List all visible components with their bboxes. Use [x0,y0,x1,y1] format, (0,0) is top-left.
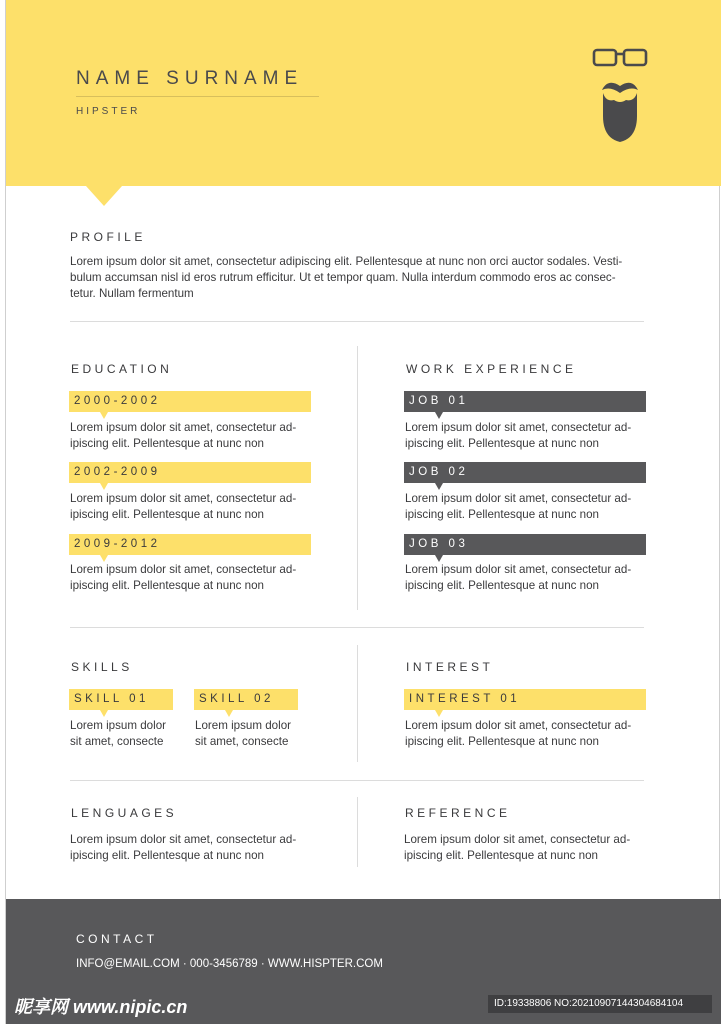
section-divider [70,627,644,628]
reference-text [404,832,630,864]
skill-tag: SKILL 02 [194,689,298,710]
section-divider [70,321,644,322]
work-heading: WORK EXPERIENCE [406,362,577,376]
skill-tag: SKILL 01 [69,689,173,710]
education-date-tag: 2009-2012 [69,534,311,555]
text-line: sit amet, consecte [70,735,164,748]
header-pointer [86,186,122,206]
text-line: ipiscing elit. Pellentesque at nunc non [404,849,599,862]
resume-page [5,0,720,1024]
profile-line: tetur. Nullam fermentum [70,287,194,300]
contact-info: INFO@EMAIL.COM · 000-3456789 · WWW.HISPTER.COM [76,958,383,970]
text-line: ipiscing elit. Pellentesque at nunc non [405,579,600,592]
column-divider [357,346,358,610]
skill-text [70,718,166,750]
text-line: ipiscing elit. Pellentesque at nunc non [70,579,265,592]
header-banner [6,0,721,186]
text-line: Lorem ipsum dolor sit amet, consectetur ad- [405,492,632,505]
profile-line: Lorem ipsum dolor sit amet, consectetur adipiscing elit. Pellentesque at nunc non orci auctor sodales. Vesti- [70,255,623,268]
job-tag: JOB 02 [404,462,646,483]
column-divider [357,797,358,867]
watermark-id: ID:19338806 NO:20210907144304684104 [488,995,712,1013]
languages-heading: LENGUAGES [71,806,178,820]
hipster-avatar-icon [592,46,648,146]
job-tag: JOB 01 [404,391,646,412]
profile-text [70,254,622,302]
role-subtitle: HIPSTER [76,106,141,117]
reference-heading: REFERENCE [405,806,511,820]
text-line: Lorem ipsum dolor sit amet, consectetur ad- [70,421,297,434]
text-line: ipiscing elit. Pellentesque at nunc non [405,437,600,450]
skills-heading: SKILLS [71,660,133,674]
watermark-logo: 昵享网 www.nipic.cn [14,997,188,1017]
education-text [70,491,296,523]
job-text [405,491,631,523]
text-line: Lorem ipsum dolor [195,719,292,732]
interest-tag: INTEREST 01 [404,689,646,710]
text-line: Lorem ipsum dolor sit amet, consectetur ad- [70,492,297,505]
column-divider [357,645,358,762]
job-tag: JOB 03 [404,534,646,555]
interest-heading: INTEREST [406,660,494,674]
interest-text [405,718,631,750]
text-line: sit amet, consecte [195,735,289,748]
profile-line: bulum accumsan nisl id eros rutrum efficitur. Ut et tempor quam. Nulla interdum commodo eros ac consec- [70,271,616,284]
job-text [405,562,631,594]
text-line: Lorem ipsum dolor sit amet, consectetur ad- [405,563,632,576]
text-line: Lorem ipsum dolor sit amet, consectetur ad- [70,563,297,576]
education-text [70,420,296,452]
text-line: ipiscing elit. Pellentesque at nunc non [405,508,600,521]
education-date-tag: 2000-2002 [69,391,311,412]
text-line: ipiscing elit. Pellentesque at nunc non [70,849,265,862]
text-line: Lorem ipsum dolor sit amet, consectetur ad- [404,833,631,846]
education-text [70,562,296,594]
profile-heading: PROFILE [70,230,146,244]
text-line: ipiscing elit. Pellentesque at nunc non [70,508,265,521]
name-title: NAME SURNAME [76,68,304,89]
education-heading: EDUCATION [71,362,173,376]
text-line: ipiscing elit. Pellentesque at nunc non [70,437,265,450]
text-line: ipiscing elit. Pellentesque at nunc non [405,735,600,748]
skill-text [195,718,291,750]
text-line: Lorem ipsum dolor sit amet, consectetur ad- [405,719,632,732]
job-text [405,420,631,452]
section-divider [70,780,644,781]
education-date-tag: 2002-2009 [69,462,311,483]
contact-heading: CONTACT [76,932,158,946]
name-divider [76,96,319,97]
text-line: Lorem ipsum dolor sit amet, consectetur ad- [405,421,632,434]
text-line: Lorem ipsum dolor sit amet, consectetur ad- [70,833,297,846]
languages-text [70,832,296,864]
text-line: Lorem ipsum dolor [70,719,167,732]
